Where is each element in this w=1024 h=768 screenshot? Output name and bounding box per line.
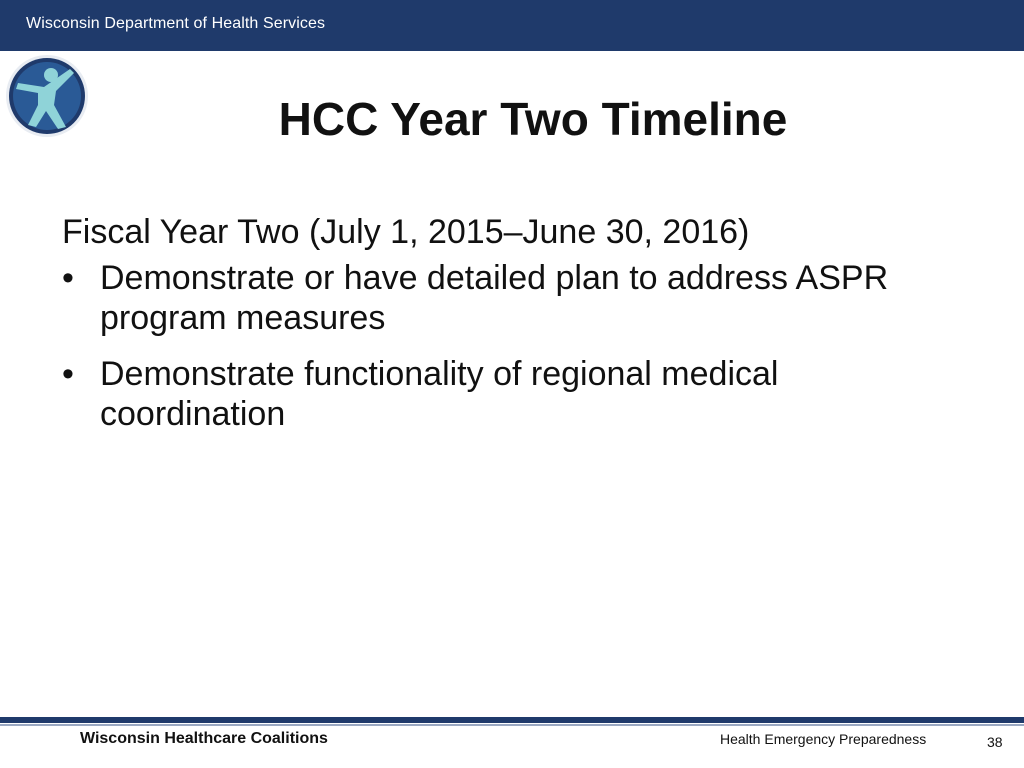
list-item	[62, 258, 962, 338]
footer-right-text: Health Emergency Preparedness	[720, 731, 927, 747]
list-item	[62, 354, 962, 434]
slide-body	[62, 212, 962, 450]
footer-divider-accent	[0, 724, 1024, 726]
bullet-text: Demonstrate functionality of regional medical coordination	[100, 355, 779, 433]
bullet-icon: •	[62, 259, 74, 297]
footer-left-text: Wisconsin Healthcare Coalitions	[80, 730, 328, 747]
fiscal-year-heading: Fiscal Year Two (July 1, 2015–June 30, 2016)	[62, 213, 750, 251]
bullet-text: Demonstrate or have detailed plan to address ASPR program measures	[100, 259, 889, 337]
header-bar	[0, 0, 1024, 51]
slide-title: HCC Year Two Timeline	[278, 93, 788, 145]
organization-name: Wisconsin Department of Health Services	[26, 15, 326, 32]
footer-divider	[0, 717, 1024, 723]
page-number: 38	[987, 734, 1003, 750]
bullet-icon: •	[62, 355, 74, 393]
bullet-list	[62, 258, 962, 434]
